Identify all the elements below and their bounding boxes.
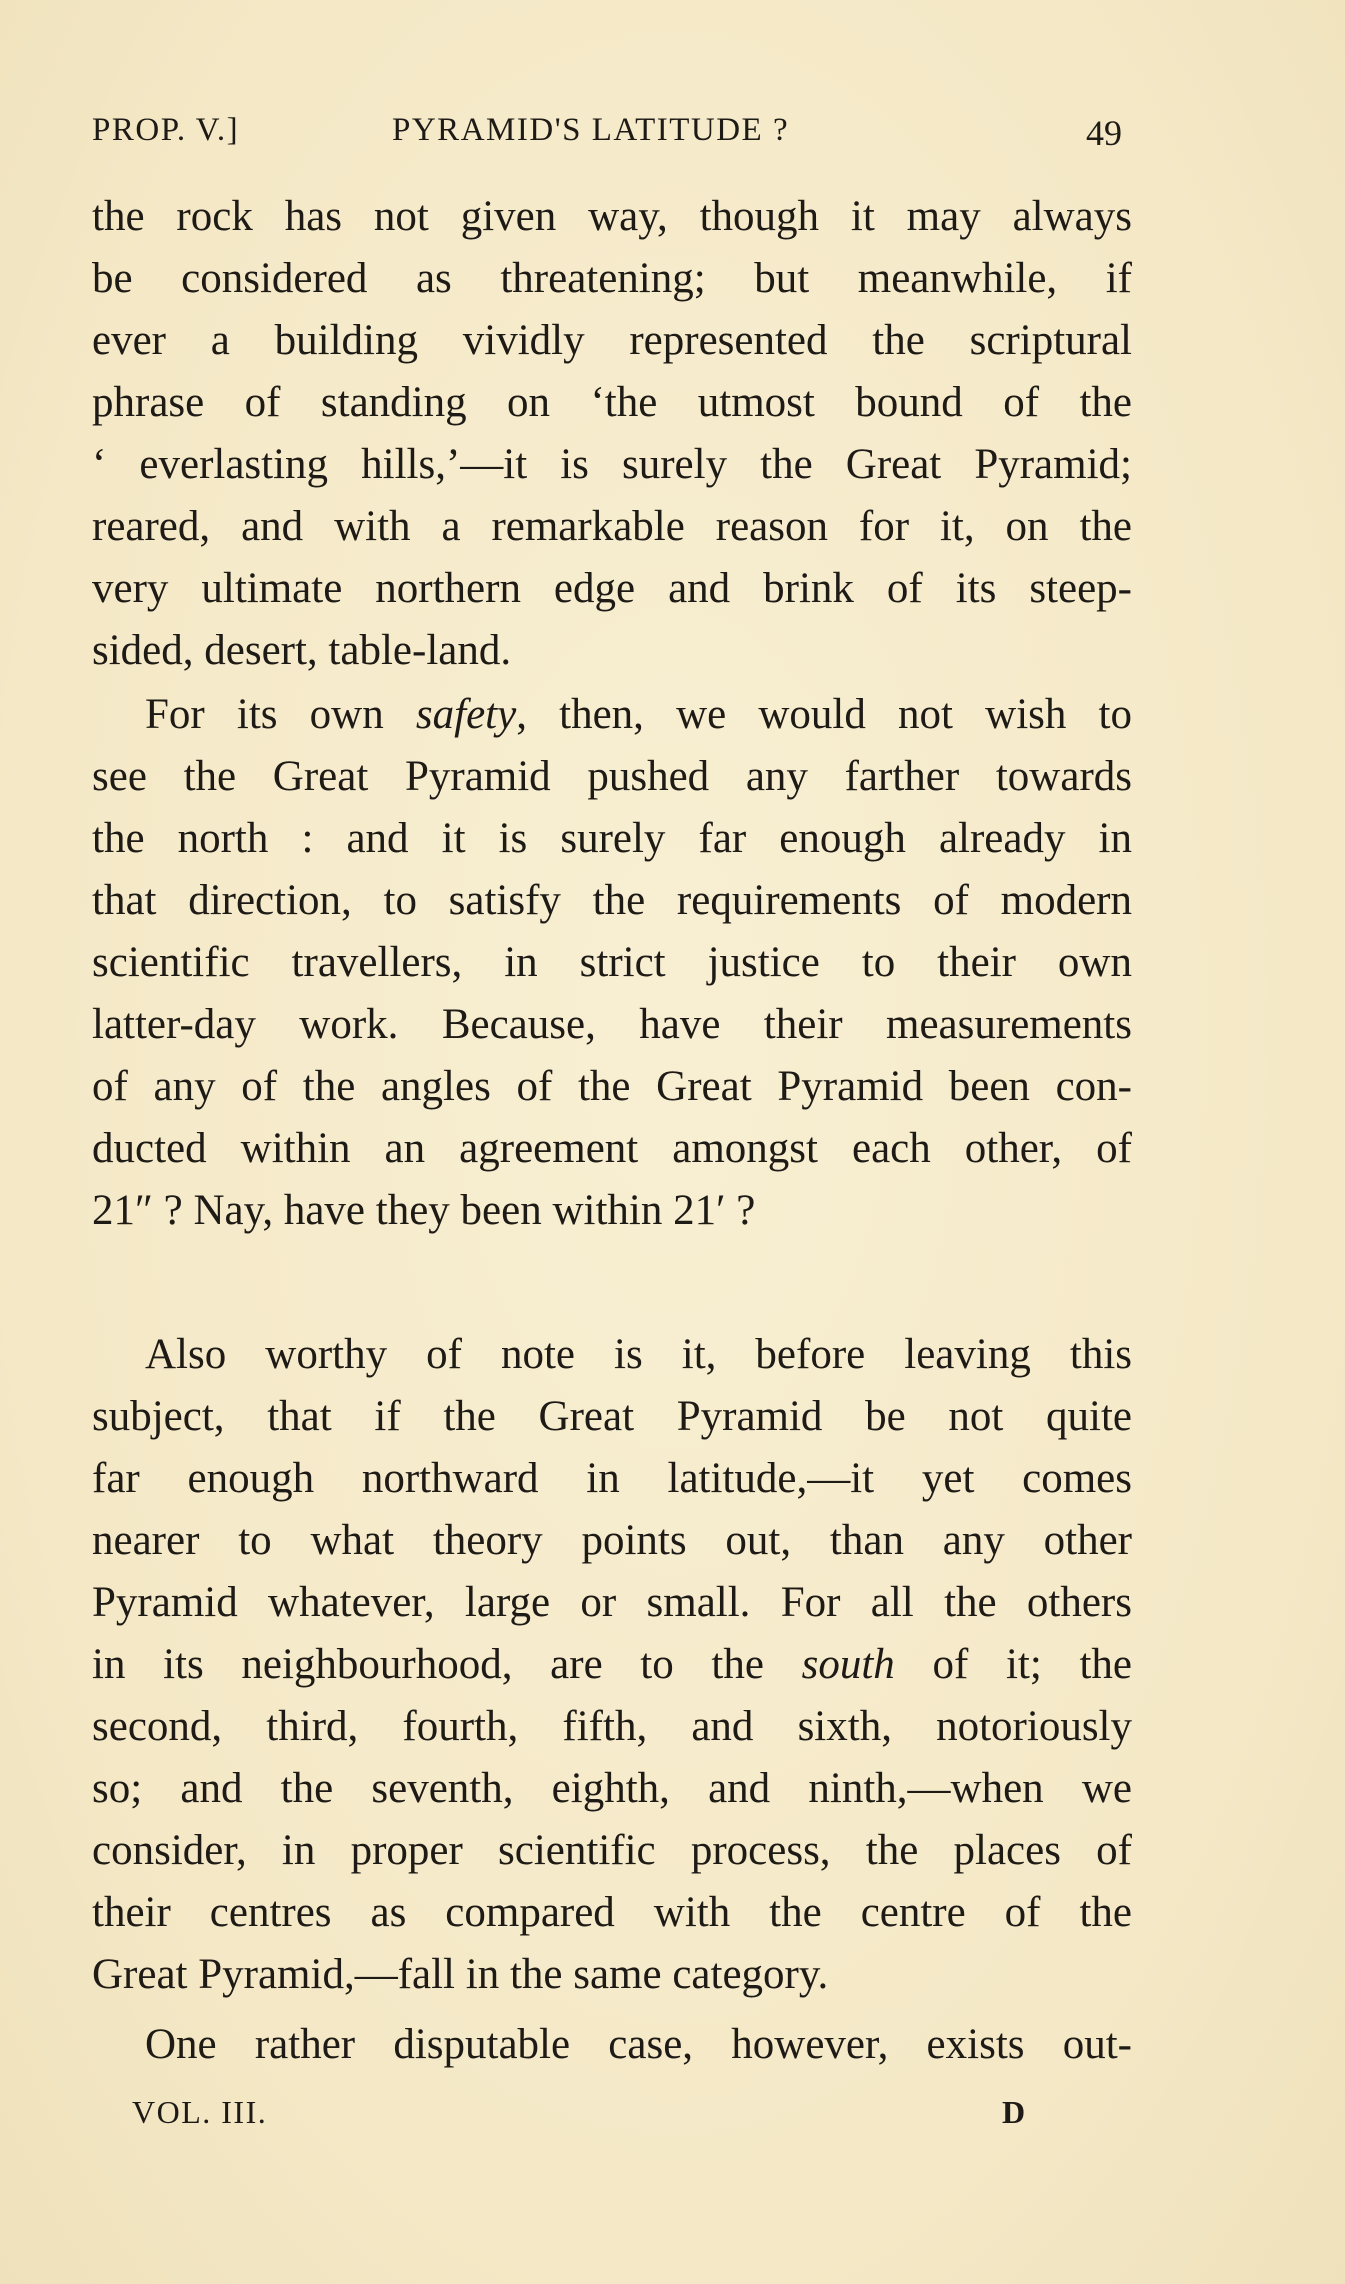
text-line: Pyramid whatever, large or small. For all the others	[92, 1579, 1132, 1626]
text-line	[92, 1636, 1132, 1694]
text-run: For its own	[145, 691, 416, 738]
text-line: scientific travellers, in strict justice to their own	[92, 939, 1132, 986]
text-line: the rock has not given way, though it may always	[92, 193, 1132, 240]
text-line: that direction, to satisfy the requirements of modern	[92, 877, 1132, 924]
header-title: PYRAMID'S LATITUDE ?	[392, 112, 790, 148]
text-line: their centres as compared with the centre of the	[92, 1889, 1132, 1936]
text-line: consider, in proper scientific process, the places of	[92, 1827, 1132, 1874]
page-number: 49	[1086, 113, 1122, 153]
text-line: nearer to what theory points out, than any other	[92, 1517, 1132, 1564]
text-run: , then, we would not wish to	[516, 691, 1132, 738]
text-line	[145, 686, 1132, 744]
signature-mark: D	[1002, 2094, 1027, 2130]
text-line: of any of the angles of the Great Pyramid been con-	[92, 1063, 1132, 1110]
text-line: far enough northward in latitude,—it yet comes	[92, 1455, 1132, 1502]
text-run: in its neighbourhood, are to the	[92, 1641, 802, 1688]
text-line: sided, desert, table-land.	[92, 627, 512, 674]
text-line: ‘ everlasting hills,’—it is surely the Great Pyramid;	[92, 441, 1132, 488]
text-line: ever a building vividly represented the scriptural	[92, 317, 1132, 364]
text-line: the north : and it is surely far enough already in	[92, 815, 1132, 862]
text-line: reared, and with a remarkable reason for it, on the	[92, 503, 1132, 550]
text-line: phrase of standing on ‘the utmost bound of the	[92, 379, 1132, 426]
text-line: see the Great Pyramid pushed any farther towards	[92, 753, 1132, 800]
text-line: second, third, fourth, fifth, and sixth, notoriously	[92, 1703, 1132, 1750]
text-line: very ultimate northern edge and brink of its steep-	[92, 565, 1132, 612]
text-line: be considered as threatening; but meanwhile, if	[92, 255, 1132, 302]
text-line: subject, that if the Great Pyramid be not quite	[92, 1393, 1132, 1440]
text-line: Also worthy of note is it, before leaving this	[145, 1331, 1132, 1378]
emphasis-safety: safety	[415, 691, 517, 738]
text-run: of it; the	[894, 1641, 1132, 1688]
header-section-label: PROP. V.]	[92, 112, 240, 148]
text-line: 21″ ? Nay, have they been within 21′ ?	[92, 1187, 756, 1234]
emphasis-south: south	[801, 1641, 895, 1688]
text-line: latter-day work. Because, have their measurements	[92, 1001, 1132, 1048]
text-line: ducted within an agreement amongst each other, of	[92, 1125, 1132, 1172]
running-header	[92, 112, 1132, 162]
volume-signature: VOL. III.	[132, 2094, 268, 2130]
text-line: One rather disputable case, however, exists out-	[145, 2021, 1132, 2068]
text-line: so; and the seventh, eighth, and ninth,—when we	[92, 1765, 1132, 1812]
text-line: Great Pyramid,—fall in the same category.	[92, 1951, 829, 1998]
